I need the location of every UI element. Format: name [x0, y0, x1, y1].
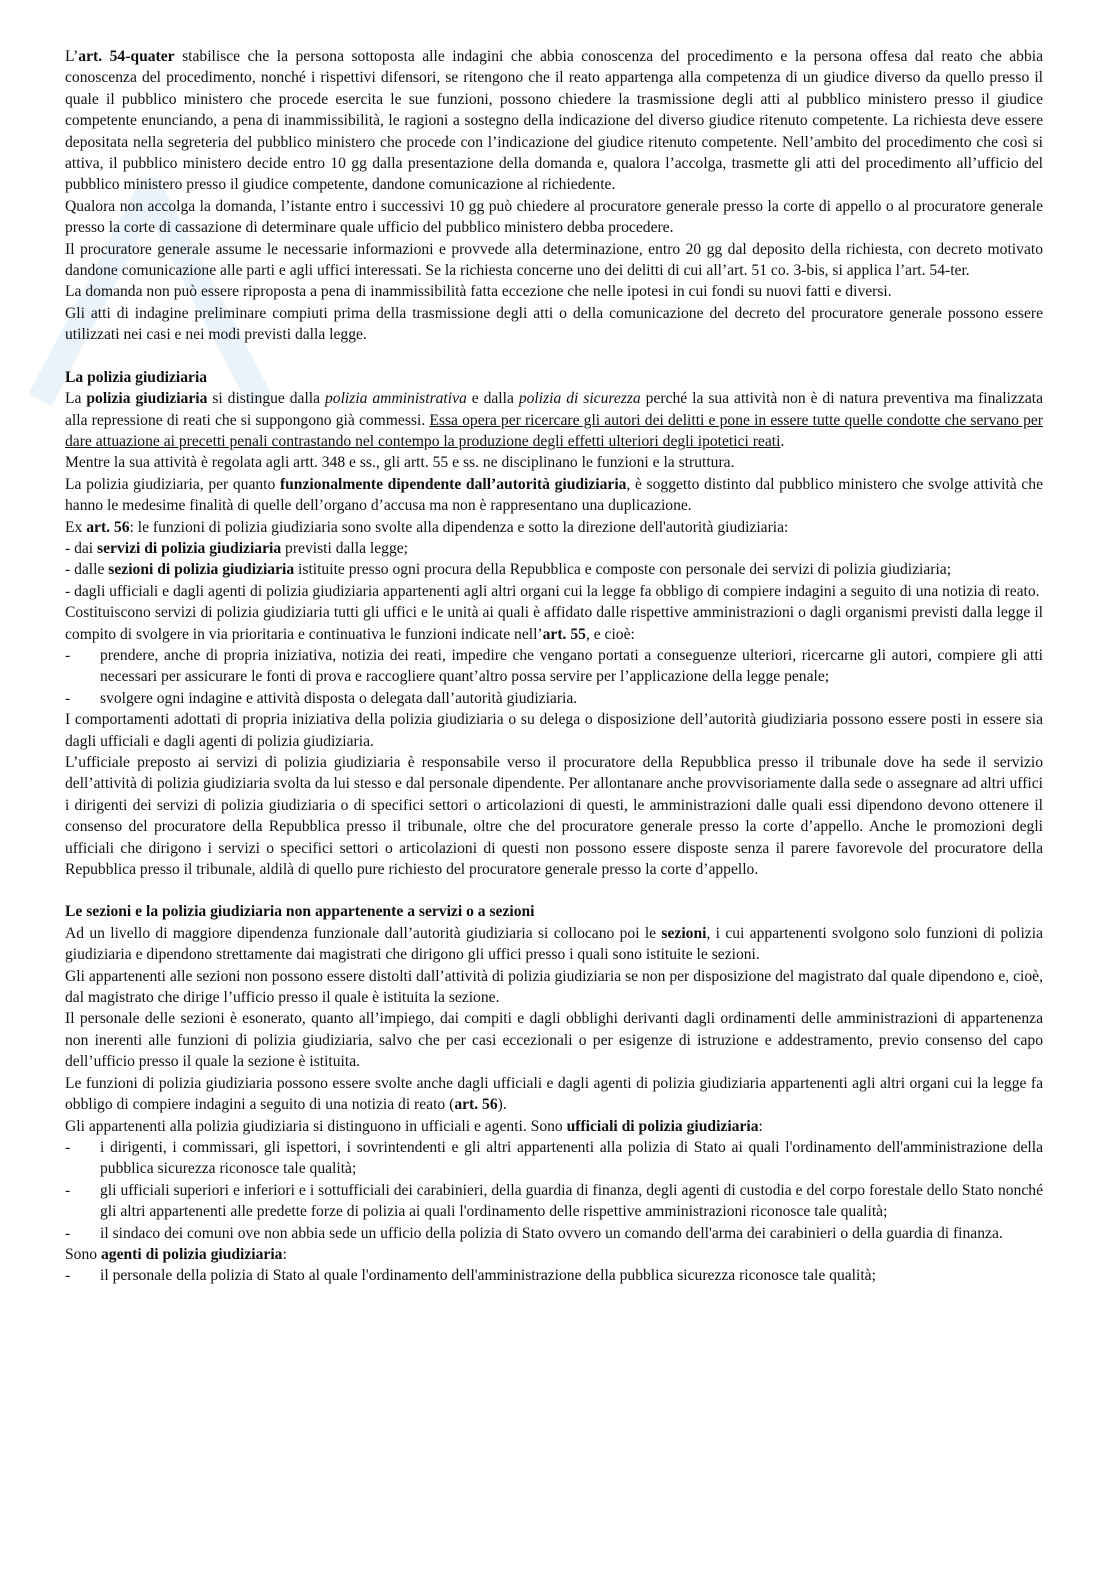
- text-run: Ex: [65, 518, 87, 536]
- list-bullet: -: [65, 1224, 71, 1242]
- text-run: perché la sua attività non è di natura preventiva ma finalizzata alla repressione di reati che si suppongono già commessi.: [65, 390, 1043, 429]
- text-run: prendere, anche di propria iniziativa, notizia dei reati, impedire che vengano portati a conseguenze ulteriori, ricercarne gli autori, compiere gli atti necessari per assicurare le fonti di prova e raccogliere quant’altro possa servire per l’applicazione della legge penale;: [100, 646, 1043, 686]
- text-run: : le funzioni di polizia giudiziaria sono svolte alla dipendenza e sotto la direzione dell'autorità giudiziaria:: [129, 518, 789, 536]
- list-item-servizi: [65, 538, 1043, 559]
- para-costituiscono-servizi: [65, 602, 1043, 645]
- list-item-svolgere: [65, 688, 1043, 709]
- text-run: :: [758, 1117, 763, 1135]
- list-item-text: [100, 688, 1043, 709]
- text-run: , e cioè:: [585, 625, 635, 643]
- list-bullet: -: [65, 1181, 71, 1199]
- para-altri-organi: [65, 1073, 1043, 1116]
- text-run: I comportamenti adottati di propria iniziativa della polizia giudiziaria o su delega o disposizione dell’autorità giudiziaria possono essere posti in essere sia dagli ufficiali e dagli agenti di polizia giudiziaria.: [65, 711, 1043, 750]
- para-sezioni-intro: [65, 923, 1043, 966]
- list-item-text: [100, 1265, 1043, 1286]
- text-run: il sindaco dei comuni ove non abbia sede un ufficio della polizia di Stato ovvero un comando dell'arma dei carabinieri o della guardia di finanza.: [100, 1224, 1003, 1242]
- text-run: funzionalmente dipendente dall’autorità giudiziaria: [279, 475, 627, 493]
- para-funzionalmente-dipendente: [65, 474, 1043, 517]
- heading-polizia-giudiziaria: [65, 367, 1043, 388]
- text-run: art. 54-quater: [78, 48, 175, 65]
- text-run: ).: [497, 1096, 507, 1114]
- list-item-carabinieri: [65, 1180, 1043, 1223]
- text-run: art. 56: [454, 1096, 498, 1114]
- text-run: - dai: [65, 539, 98, 557]
- list-bullet: -: [65, 646, 71, 664]
- list-item-ufficiali-agenti: [65, 581, 1043, 602]
- text-run: sezioni di polizia giudiziaria: [108, 561, 295, 579]
- document-page: [65, 46, 1043, 1287]
- para-ufficiali-agenti: [65, 1116, 1043, 1137]
- para-artt-348: [65, 452, 1043, 473]
- text-run: Il procuratore generale assume le necessarie informazioni e provvede alla determinazione, entro 20 gg dal deposito della richiesta, con decreto motivato dandone comunicazione alle parti e agli uffici interessati. Se la richiesta concerne uno dei delitti di cui all’art. 51 co. 3-bis, si applica l’art. 54-ter.: [65, 240, 1043, 280]
- text-run: polizia di sicurezza: [518, 390, 641, 408]
- text-run: Essa opera per ricercare gli autori dei delitti e pone in essere tutte quelle condotte che servano per dare attuazione ai precetti penali contrastando nel contempo la produzione degli effetti ulteriori degli ipotetici reati: [65, 411, 1043, 450]
- text-run: .: [780, 432, 785, 450]
- text-run: , i cui appartenenti svolgono solo funzioni di polizia giudiziaria e dipendono strettamente dai magistrati che dirigono gli uffici presso i quali sono istituite le sezioni.: [65, 924, 1043, 964]
- text-run: Ad un livello di maggiore dipendenza funzionale dall’autorità giudiziaria si collocano poi le: [65, 924, 662, 942]
- para-comportamenti: [65, 709, 1043, 752]
- list-item-prendere: [65, 645, 1043, 688]
- list-bullet: -: [65, 1267, 71, 1285]
- text-run: si distingue dalla: [207, 390, 325, 408]
- para-agenti: [65, 1244, 1043, 1265]
- text-run: Costituiscono servizi di polizia giudiziaria tutti gli uffici e le unità ai quali è affidato dalle rispettive amministrazioni o dagli organismi previsti dalla legge il compito di svolgere in via prioritaria e continuativa le funzioni indicate nell’: [65, 604, 1043, 643]
- text-run: stabilisce che la persona sottoposta alle indagini che abbia conoscenza del procedimento e la persona offesa dal reato che abbia conoscenza del procedimento, nonché i rispettivi difensori, se ritengono che il reato appartenga alla competenza di un giudice diverso da quello presso il quale il pubblico ministero che procede esercita le sue funzioni, possono chiedere la trasmissione degli atti al pubblico ministero presso il giudice competente enunciando, a pena di inammissibilità, le ragioni a sostegno della indicazione del diverso giudice ritenuto competente. La richiesta deve essere depositata nella segreteria del pubblico ministero che procede con l’indicazione del giudice ritenuto competente. Nell’ambito del procedimento che così si attiva, il pubblico ministero decide entro 10 gg dalla presentazione della domanda e, qualora l’accolga, trasmette gli atti del procedimento all’ufficio del pubblico ministero presso il giudice competente, dandone comunicazione al richiedente.: [65, 48, 1044, 194]
- list-item-personale: [65, 1265, 1043, 1286]
- text-run: svolgere ogni indagine e attività disposta o delegata dall’autorità giudiziaria.: [100, 689, 578, 707]
- list-bullet: -: [65, 689, 71, 707]
- list-item-dirigenti: [65, 1137, 1043, 1180]
- text-run: La: [65, 390, 87, 408]
- text-run: Le sezioni e la polizia giudiziaria non appartenente a servizi o a sezioni: [65, 903, 535, 921]
- text-run: i dirigenti, i commissari, gli ispettori, i sovrintendenti e gli altri appartenenti alla polizia di Stato ai quali l'ordinamento dell'amministrazione della pubblica sicurezza riconosce tale qualità;: [100, 1138, 1043, 1178]
- text-run: sezioni: [661, 924, 707, 942]
- list-item-sezioni: [65, 559, 1043, 580]
- text-run: servizi di polizia giudiziaria: [97, 539, 282, 557]
- list-item-sindaco: [65, 1223, 1043, 1244]
- para-art-54-quater: [65, 46, 1043, 196]
- text-run: gli ufficiali superiori e inferiori e i sottufficiali dei carabinieri, della guardia di finanza, degli agenti di custodia e del corpo forestale dello Stato nonché gli altri appartenenti alle predette forze di polizia ai quali l'ordinamento delle rispettive amministrazioni riconosce tale qualità;: [100, 1181, 1043, 1221]
- list-item-text: [100, 1137, 1043, 1180]
- para-domanda-non-accolta: [65, 196, 1043, 239]
- text-run: - dalle: [65, 561, 109, 579]
- text-run: - dagli ufficiali e dagli agenti di polizia giudiziaria appartenenti agli altri organi cui la legge fa obbligo di compiere indagini a seguito di una notizia di reato.: [65, 582, 1040, 600]
- text-run: istituite presso ogni procura della Repubblica e composte con personale dei servizi di polizia giudiziaria;: [294, 561, 952, 579]
- para-riproposta: [65, 281, 1043, 302]
- text-run: polizia amministrativa: [325, 390, 467, 408]
- text-run: e dalla: [466, 390, 519, 408]
- text-run: Le funzioni di polizia giudiziaria possono essere svolte anche dagli ufficiali e dagli agenti di polizia giudiziaria appartenenti agli altri organi cui la legge fa obbligo di compiere indagini a seguito di una notizia di reato (: [65, 1074, 1043, 1114]
- text-run: Sono: [65, 1245, 101, 1263]
- para-procuratore-generale: [65, 239, 1043, 282]
- paragraph-spacer: [65, 346, 1043, 367]
- text-run: Gli atti di indagine preliminare compiuti prima della trasmissione degli atti o della comunicazione del decreto del procuratore generale possono essere utilizzati nei casi e nei modi previsti dalla legge.: [65, 304, 1043, 344]
- list-bullet: -: [65, 1138, 71, 1156]
- heading-sezioni: [65, 901, 1043, 922]
- text-run: La polizia giudiziaria: [65, 368, 208, 386]
- text-run: :: [282, 1245, 287, 1263]
- text-run: il personale della polizia di Stato al quale l'ordinamento dell'amministrazione della pubblica sicurezza riconosce tale qualità;: [100, 1267, 876, 1285]
- list-item-text: [100, 1180, 1043, 1223]
- para-polizia-intro: [65, 388, 1043, 452]
- text-run: , è soggetto distinto dal pubblico ministero che svolge attività che hanno le medesime finalità di quelle dell’organo d’accusa ma non è rappresentano una duplicazione.: [65, 475, 1043, 515]
- list-item-text: [100, 1223, 1043, 1244]
- text-run: La domanda non può essere riproposta a pena di inammissibilità fatta eccezione che nelle ipotesi in cui fondi su nuovi fatti e diversi.: [65, 283, 892, 301]
- para-esonerato: [65, 1008, 1043, 1072]
- text-run: polizia giudiziaria: [86, 390, 208, 408]
- para-art-56: [65, 517, 1043, 538]
- text-run: art. 56: [86, 518, 130, 536]
- text-run: ufficiali di polizia giudiziaria: [566, 1117, 759, 1135]
- text-run: Il personale delle sezioni è esonerato, quanto all’impiego, dai compiti e dagli obblighi derivanti dagli ordinamenti delle amministrazioni di appartenenza non inerenti alle funzioni di polizia giudiziaria, salvo che per casi eccezionali o per esigenze di istruzione e addestramento, previo consenso del capo dell’ufficio presso il quale la sezione è istituita.: [65, 1010, 1043, 1071]
- text-run: agenti di polizia giudiziaria: [100, 1245, 283, 1263]
- text-run: L’ufficiale preposto ai servizi di polizia giudiziaria è responsabile verso il procuratore della Repubblica presso il tribunale dove ha sede il servizio dell’attività di polizia giudiziaria svolta da lui stesso e dal personale dipendente. Per allontanare anche provvisoriamente dalla sede o assegnare ad altri uffici i dirigenti dei servizi di polizia giudiziaria o di specifici settori o articolazioni di questi, le amministrazioni dalle quali essi dipendono devono ottenere il consenso del procuratore della Repubblica presso il tribunale, oltre che del procuratore generale presso la corte d’appello. Anche le promozioni degli ufficiali che dirigono i servizi o specifici settori o articolazioni di questi non possono essere disposte senza il parere favorevole del procuratore della Repubblica presso il tribunale, aldilà di quello pure richiesto del procuratore generale presso la corte d’appello.: [65, 754, 1043, 879]
- text-run: Gli appartenenti alla polizia giudiziaria si distinguono in ufficiali e agenti. Sono: [65, 1117, 567, 1135]
- text-run: art. 55: [542, 625, 586, 643]
- text-run: La polizia giudiziaria, per quanto: [65, 475, 280, 493]
- para-atti-indagine: [65, 303, 1043, 346]
- para-distolti: [65, 966, 1043, 1009]
- para-ufficiale-preposto: [65, 752, 1043, 880]
- text-run: Mentre la sua attività è regolata agli artt. 348 e ss., gli artt. 55 e ss. ne disciplinano le funzioni e la struttura.: [65, 454, 735, 472]
- text-run: Gli appartenenti alle sezioni non possono essere distolti dall’attività di polizia giudiziaria se non per disposizione del magistrato dal quale dipendono e, cioè, dal magistrato che dirige l’ufficio presso il quale è istituita la sezione.: [65, 967, 1043, 1007]
- paragraph-spacer: [65, 880, 1043, 901]
- text-run: Qualora non accolga la domanda, l’istante entro i successivi 10 gg può chiedere al procuratore generale presso la corte di appello o al procuratore generale presso la corte di cassazione di determinare quale ufficio del pubblico ministero debba procedere.: [65, 197, 1043, 237]
- text-run: previsti dalla legge;: [281, 539, 409, 557]
- list-item-text: [100, 645, 1043, 688]
- text-run: L’: [65, 48, 79, 65]
